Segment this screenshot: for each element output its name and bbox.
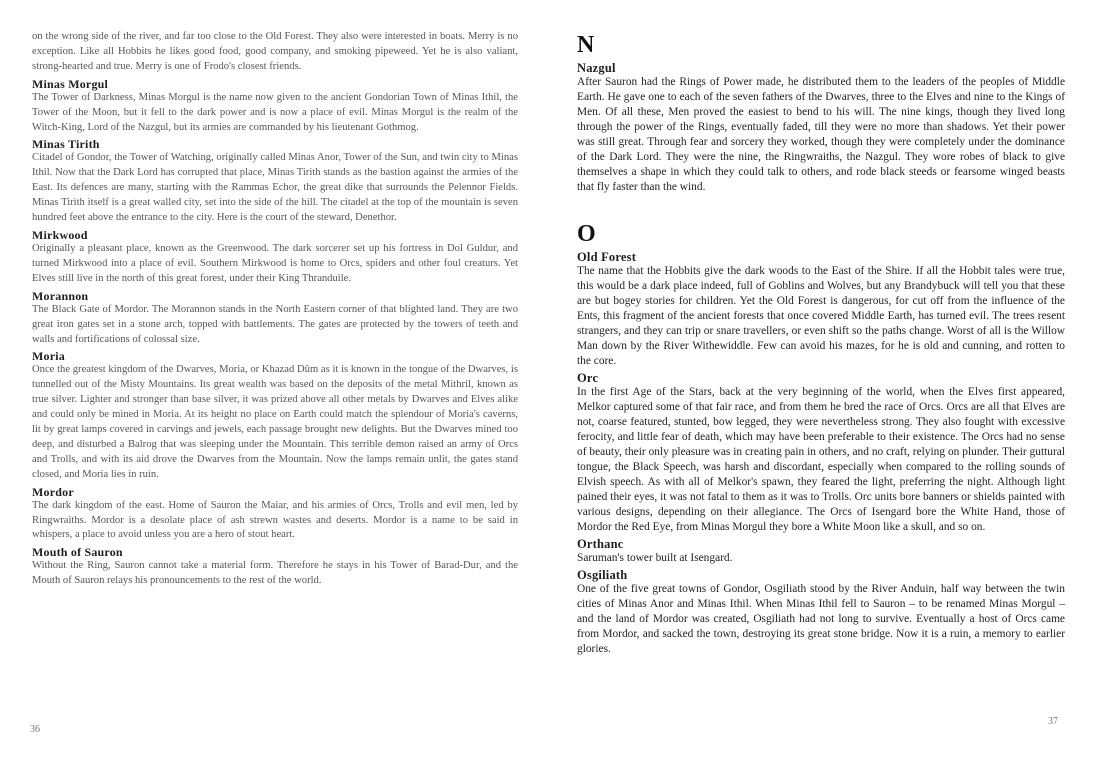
- entry-text: In the first Age of the Stars, back at the very beginning of the world, when the Elves first appeared, Melkor captured some of that fair race, and from them he bred the race of Orcs. Orcs are all that Elves are not, coarse featured, stunted, bow legged, they were nevertheless strong. They also fought with excessive ferocity, and little fear of death, which may have been preferable to their existence. The Orcs had no sense of beauty, their only pleasure was in creating pain in others, and no craft, relying on plunder. Their guttural tongue, the Black Speech, was harsh and discordant, especially when compared to the rolling sounds of Elvish speech. As with all of Melkor's spawn, they feared the light, preferring the night. Although light pained their eyes, it was not fatal to them as it was to Trolls. Orc units bore banners or shields painted with various designs, depending on their allegiance. The Orcs of Isengard bore the White Hand, those of Mordor the Red Eye, from Minas Morgul they bore a White Moon like a skull, and so on.: [577, 386, 1065, 533]
- entry-term: Orc: [577, 371, 599, 385]
- entry-term: Mordor: [32, 484, 74, 499]
- entry-term: Mouth of Sauron: [32, 545, 123, 560]
- entry-osgiliath: [577, 568, 1065, 657]
- entry-term: Morannon: [32, 288, 89, 303]
- entry-orc: [577, 371, 1065, 535]
- entry-mirkwood: [32, 228, 518, 287]
- left-page: [32, 30, 518, 589]
- entry-text: The Black Gate of Mordor. The Morannon stands in the North Eastern corner of that blighted land. They are two great iron gates set in a stone arch, topped with battlements. The gates are protected by the towers of teeth and walls and fortifications of colossal size.: [32, 303, 518, 345]
- entry-text: The name that the Hobbits give the dark woods to the East of the Shire. If all the Hobbit tales were true, this would be a dark place indeed, full of Goblins and Wolves, but any Brandybuck will tell you that these are but bogey stories for children. Yet the Old Forest is dangerous, for cut off from the influence of the Ents, this fragment of the ancient forests that once covered Middle Earth, has turned evil. The trees resent strangers, and they can trip or snare travellers, or even shift so the paths change. Worst of all is the Willow Man down by the River Withewiddle. Few can avoid his mazes, for he is old and cunning, and rotten to the core.: [577, 265, 1065, 367]
- entry-nazgul: [577, 61, 1065, 195]
- entry-term: Orthanc: [577, 537, 624, 551]
- lead-in-text: on the wrong side of the river, and far too close to the Old Forest. They also were interested in boats. Merry is no exception. Like all Hobbits he likes good food, good company, and smoking pipeweed. Yet he is also valiant, strong-hearted and true. Merry is one of Frodo's closest friends.: [32, 31, 518, 72]
- entry-term: Mirkwood: [32, 227, 88, 242]
- entry-term: Osgiliath: [577, 568, 628, 582]
- entry-moria: [32, 349, 518, 482]
- right-page: [577, 30, 1065, 657]
- entry-text: Citadel of Gondor, the Tower of Watching, originally called Minas Anor, Tower of the Sun, and twin city to Minas Ithil. Now that the Dark Lord has corrupted that place, Minas Tirith stands as the bastion against the armies of the East. Its defences are many, starting with the Rammas Echor, the great dike that surrounds the Pelennor Fields. Minas Tirith itself is a great walled city, set into the side of the hill. The citadel at the top of the mountain is seven hundred feet above the entrance to the city. Here is the court of the steward, Denethor.: [32, 152, 518, 224]
- entry-mordor: [32, 485, 518, 544]
- entry-text: One of the five great towns of Gondor, Osgiliath stood by the River Anduin, half way between the twin cities of Minas Anor and Minas Ithil. When Minas Ithil fell to Sauron – to be renamed Minas Morgul – and the land of Mordor was created, Osgiliath had not long to survive. Eventually a host of Orcs came from Mordor, and sacked the town, destroying its great stone bridge. Now it is a ruin, a memory to earlier glories.: [577, 583, 1065, 655]
- entry-old-forest: [577, 250, 1065, 369]
- entry-term: Minas Tirith: [32, 137, 100, 152]
- page-number-left: 36: [30, 724, 40, 735]
- entry-term: Old Forest: [577, 250, 637, 264]
- entry-text: Once the greatest kingdom of the Dwarves, Moria, or Khazad Dûm as it is known in the tongue of the Dwarves, is tunnelled out of the Misty Mountains. Its great wealth was based on the deposits of the metal Mithril, known as true silver. Lighter and stronger than base silver, it was prized above all other metals by Dwarves and Elves alike and could only be mined in Moria. At its height no place on Earth could match the splendour of Moria's caverns, lit by great lamps covered in carvings and jewels, each passage brought new delights. But the Dwarves mined too deep, and disturbed a Balrog that was sleeping under the Mountain. This terrible demon raised an army of Orcs and Trolls, and with its aid drove the Dwarves from the Mountain. Now the lamps remain unlit, the gates stand closed, and Moria lies in ruin.: [32, 364, 518, 480]
- entry-text: Originally a pleasant place, known as the Greenwood. The dark sorcerer set up his fortress in Dol Guldur, and turned Mirkwood into a place of evil. Southern Mirkwood is home to Orcs, spiders and other foul creaturs. Yet Elves still live in the north of this great forest, under their King Thranduile.: [32, 242, 518, 284]
- entry-orthanc: [577, 537, 1065, 566]
- entry-morannon: [32, 289, 518, 348]
- entry-term: Nazgul: [577, 61, 616, 75]
- entry-term: Moria: [32, 349, 65, 364]
- page-number-right: 37: [1048, 716, 1058, 727]
- entry-text: The Tower of Darkness, Minas Morgul is the name now given to the ancient Gondorian Town of Minas Ithil, the Tower of the Moon, but it fell to the dark power and is now a place of evil. Minas Morgul is the realm of the Witch-King, Lord of the Nazgul, but its armies are commanded by his lieutenant Gothmog.: [32, 91, 518, 133]
- section-letter-o: O: [577, 221, 596, 247]
- entry-text: After Sauron had the Rings of Power made, he distributed them to the leaders of the peoples of Middle Earth. He gave one to each of the seven fathers of the Dwarves, three to the Elves and nine to the Kings of Men. Of all these, Men proved the easiest to bend to his will. The nine kings, though they lived long through the power of the Rings, eventually faded, till they were no more than shadows. Yet their power was still great. Through fear and sorcery they worked, though they were completely under the dominance of the Dark Lord. They were the nine, the Ringwraiths, the Nazgul. They wore robes of black to give themselves a shape in which they could talk to others, and rode black steeds or fearsome winged beasts that fly faster than the wind.: [577, 76, 1065, 193]
- entry-text: The dark kingdom of the east. Home of Sauron the Maiar, and his armies of Orcs, Trolls and evil men, led by Ringwraiths. Mordor is a desolate place of ash strewn wastes and deserts. Mordor is a name to be said in whispers, a place to avoid unless you are a hero of stout heart.: [32, 499, 518, 541]
- entry-text: Without the Ring, Sauron cannot take a material form. Therefore he stays in his Tower of Barad-Dur, and the Mouth of Sauron relays his pronouncements to the rest of the world.: [32, 560, 518, 587]
- entry-mouth-of-sauron: [32, 545, 518, 589]
- entry-text: Saruman's tower built at Isengard.: [577, 552, 733, 564]
- entry-minas-tirith: [32, 137, 518, 226]
- section-letter-n: N: [577, 32, 595, 58]
- entry-term: Minas Morgul: [32, 76, 109, 91]
- entry-minas-morgul: [32, 77, 518, 136]
